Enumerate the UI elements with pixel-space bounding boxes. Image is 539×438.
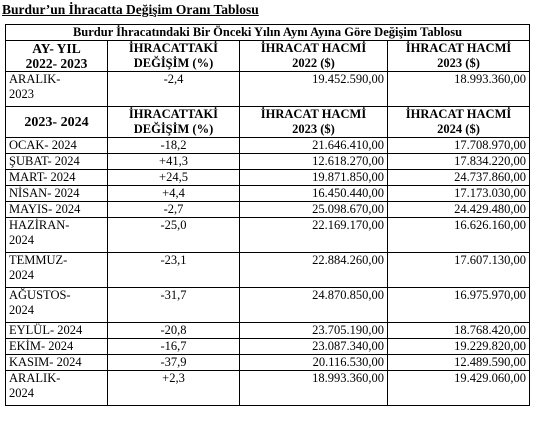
month-cell: AĞUSTOS- 2024 [6, 288, 108, 323]
export-curr-cell: 17.708.970,00 [388, 138, 530, 154]
table-row [6, 218, 530, 253]
month-cell: OCAK- 2024 [6, 138, 108, 154]
month-cell: EYLÜL- 2024 [6, 323, 108, 339]
period-header: AY- YIL 2022- 2023 [6, 41, 108, 72]
change-header: İHRACATTAKİ DEĞİŞİM (%) [108, 107, 240, 138]
export-curr-cell: 17.173.030,00 [388, 186, 530, 202]
change-cell: +4,4 [108, 186, 240, 202]
change-cell: -2,7 [108, 202, 240, 218]
export-curr-cell: 19.229.820,00 [388, 339, 530, 355]
table-row [6, 288, 530, 323]
export-curr-header: İHRACAT HACMİ 2023 ($) [388, 41, 530, 72]
table-row [6, 371, 530, 406]
header-row-2022-2023 [6, 41, 530, 72]
export-curr-cell: 16.975.970,00 [388, 288, 530, 323]
export-prev-cell: 21.646.410,00 [240, 138, 388, 154]
month-cell: ARALIK- 2024 [6, 371, 108, 406]
export-prev-cell: 22.884.260,00 [240, 253, 388, 288]
export-prev-cell: 19.452.590,00 [240, 72, 388, 107]
change-cell: -18,2 [108, 138, 240, 154]
export-prev-cell: 22.169.170,00 [240, 218, 388, 253]
export-curr-cell: 24.737.860,00 [388, 170, 530, 186]
month-cell: NİSAN- 2024 [6, 186, 108, 202]
table-row [6, 339, 530, 355]
table-row [6, 186, 530, 202]
export-prev-cell: 20.116.530,00 [240, 355, 388, 371]
change-cell: +41,3 [108, 154, 240, 170]
table-row [6, 138, 530, 154]
export-curr-cell: 19.429.060,00 [388, 371, 530, 406]
change-cell: -37,9 [108, 355, 240, 371]
change-cell: -25,0 [108, 218, 240, 253]
export-prev-header: İHRACAT HACMİ 2023 ($) [240, 107, 388, 138]
month-cell: ARALIK- 2023 [6, 72, 108, 107]
export-curr-cell: 17.834.220,00 [388, 154, 530, 170]
change-header: İHRACATTAKİ DEĞİŞİM (%) [108, 41, 240, 72]
header-row-2023-2024 [6, 107, 530, 138]
change-cell: +2,3 [108, 371, 240, 406]
table-row [6, 72, 530, 107]
table-row [6, 323, 530, 339]
page-title: Burdur’un İhracatta Değişim Oranı Tablosu [2, 2, 259, 17]
export-prev-cell: 18.993.360,00 [240, 371, 388, 406]
export-prev-cell: 23.087.340,00 [240, 339, 388, 355]
month-cell: ŞUBAT- 2024 [6, 154, 108, 170]
table-row [6, 170, 530, 186]
export-prev-cell: 12.618.270,00 [240, 154, 388, 170]
month-cell: HAZİRAN- 2024 [6, 218, 108, 253]
export-prev-cell: 19.871.850,00 [240, 170, 388, 186]
month-cell: EKİM- 2024 [6, 339, 108, 355]
change-cell: -16,7 [108, 339, 240, 355]
export-prev-cell: 24.870.850,00 [240, 288, 388, 323]
export-prev-header: İHRACAT HACMİ 2022 ($) [240, 41, 388, 72]
export-curr-cell: 17.607.130,00 [388, 253, 530, 288]
export-curr-cell: 24.429.480,00 [388, 202, 530, 218]
change-cell: -23,1 [108, 253, 240, 288]
table-row [6, 202, 530, 218]
export-curr-cell: 12.489.590,00 [388, 355, 530, 371]
export-prev-cell: 16.450.440,00 [240, 186, 388, 202]
month-cell: MART- 2024 [6, 170, 108, 186]
table-row [6, 253, 530, 288]
change-cell: -2,4 [108, 72, 240, 107]
month-cell: MAYIS- 2024 [6, 202, 108, 218]
export-curr-cell: 16.626.160,00 [388, 218, 530, 253]
export-prev-cell: 23.705.190,00 [240, 323, 388, 339]
export-curr-header: İHRACAT HACMİ 2024 ($) [388, 107, 530, 138]
export-curr-cell: 18.768.420,00 [388, 323, 530, 339]
change-cell: -31,7 [108, 288, 240, 323]
period-header: 2023- 2024 [6, 107, 108, 138]
export-curr-cell: 18.993.360,00 [388, 72, 530, 107]
month-cell: TEMMUZ- 2024 [6, 253, 108, 288]
table-row [6, 355, 530, 371]
table-row [6, 154, 530, 170]
table-caption: Burdur İhracatındaki Bir Önceki Yılın Aynı Ayına Göre Değişim Tablosu [6, 25, 530, 41]
month-cell: KASIM- 2024 [6, 355, 108, 371]
change-cell: +24,5 [108, 170, 240, 186]
change-cell: -20,8 [108, 323, 240, 339]
table-caption-row [6, 25, 530, 41]
export-prev-cell: 25.098.670,00 [240, 202, 388, 218]
export-change-table [5, 24, 530, 406]
